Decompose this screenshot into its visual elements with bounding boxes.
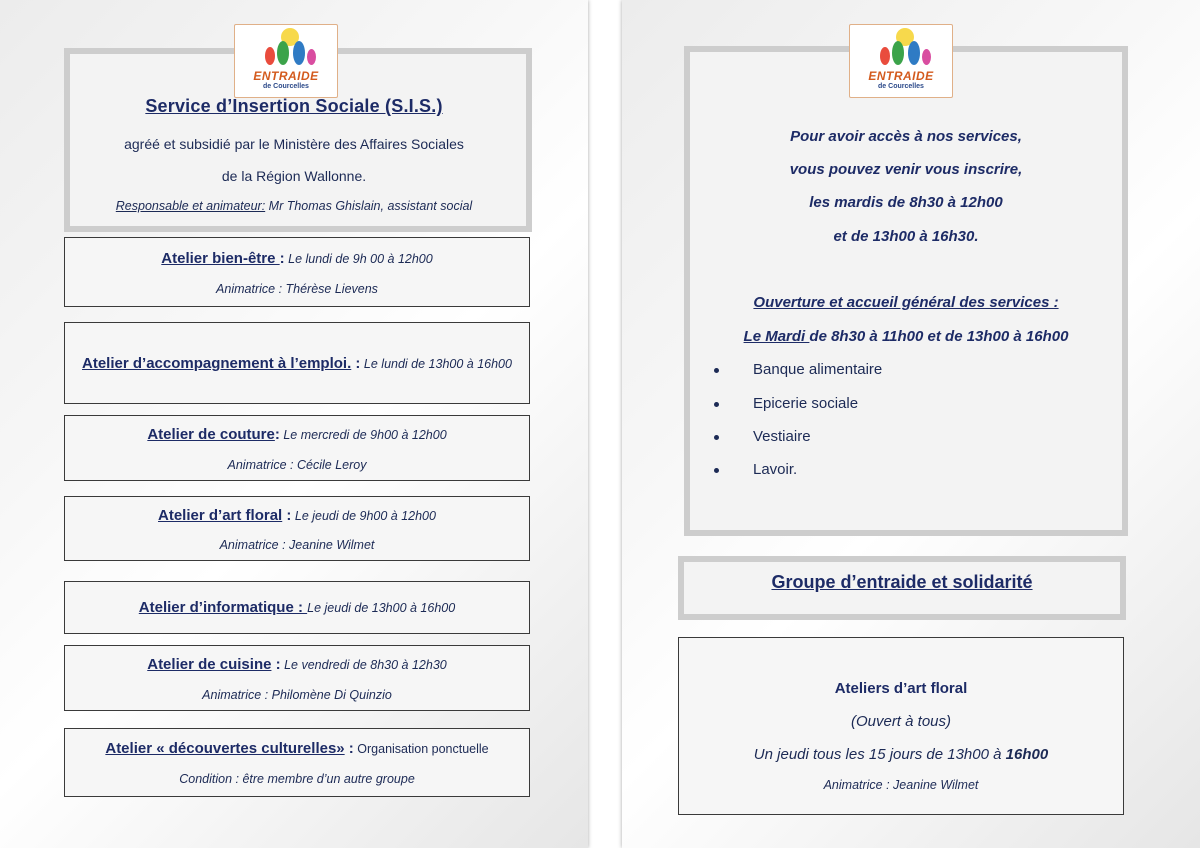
atelier-title: Atelier de couture bbox=[147, 426, 275, 443]
person-icon bbox=[293, 41, 305, 65]
logo-wordmark: ENTRAIDE bbox=[253, 69, 319, 83]
atelier-schedule: Le mercredi de 9h00 à 12h00 bbox=[279, 428, 447, 442]
atelier-heading bbox=[65, 740, 529, 758]
floral-title: Ateliers d’art floral bbox=[834, 680, 968, 697]
atelier-heading bbox=[65, 507, 529, 525]
person-icon bbox=[277, 41, 289, 65]
atelier-colon: : bbox=[271, 656, 281, 673]
atelier-heading bbox=[65, 656, 529, 674]
atelier-animatrice: Animatrice : Jeanine Wilmet bbox=[219, 538, 375, 552]
atelier-box bbox=[64, 496, 530, 561]
atelier-box bbox=[64, 581, 530, 634]
atelier-box bbox=[64, 645, 530, 711]
person-icon bbox=[307, 49, 316, 65]
floral-schedule-end: 16h00 bbox=[1005, 746, 1049, 763]
service-item bbox=[714, 395, 858, 412]
sis-line-1: agréé et subsidié par le Ministère des Affaires Sociales bbox=[124, 136, 464, 152]
opening-day: Le Mardi bbox=[743, 328, 810, 345]
sis-line-2: de la Région Wallonne. bbox=[221, 168, 367, 184]
floral-open: (Ouvert à tous) bbox=[850, 713, 952, 730]
atelier-schedule: Le jeudi de 9h00 à 12h00 bbox=[291, 509, 436, 523]
atelier-schedule: Le jeudi de 13h00 à 16h00 bbox=[307, 601, 456, 615]
service-item bbox=[714, 461, 797, 478]
atelier-schedule: Le lundi de 13h00 à 16h00 bbox=[360, 357, 512, 371]
person-icon bbox=[880, 47, 890, 65]
person-icon bbox=[892, 41, 904, 65]
access-line-1: Pour avoir accès à nos services, bbox=[790, 128, 1022, 145]
floral-box bbox=[678, 637, 1124, 815]
person-icon bbox=[265, 47, 275, 65]
right-page bbox=[622, 0, 1200, 848]
atelier-title: Atelier d’informatique : bbox=[138, 599, 308, 616]
access-line-4: et de 13h00 à 16h30. bbox=[833, 228, 979, 245]
responsable-label: Responsable et animateur: bbox=[115, 199, 266, 213]
floral-schedule bbox=[679, 746, 1123, 763]
atelier-schedule: Organisation ponctuelle bbox=[353, 742, 489, 756]
atelier-box bbox=[64, 237, 530, 307]
atelier-animatrice: Animatrice : Philomène Di Quinzio bbox=[202, 688, 392, 702]
atelier-box bbox=[64, 322, 530, 404]
group-title: Groupe d’entraide et solidarité bbox=[771, 572, 1033, 592]
person-icon bbox=[908, 41, 920, 65]
service-label: Banque alimentaire bbox=[753, 361, 883, 378]
person-icon bbox=[922, 49, 931, 65]
atelier-heading bbox=[65, 355, 529, 373]
atelier-animatrice: Animatrice : Cécile Leroy bbox=[227, 458, 367, 472]
atelier-title: Atelier bien-être bbox=[161, 250, 280, 267]
service-item bbox=[714, 428, 811, 445]
opening-hours bbox=[612, 328, 1200, 345]
atelier-colon: : bbox=[282, 507, 292, 524]
atelier-heading bbox=[65, 599, 529, 617]
service-label: Vestiaire bbox=[753, 428, 811, 445]
atelier-box bbox=[64, 728, 530, 797]
service-label: Epicerie sociale bbox=[753, 395, 859, 412]
atelier-colon: : bbox=[351, 355, 361, 372]
atelier-animatrice: Condition : être membre d’un autre groupe bbox=[179, 772, 415, 786]
access-line-2: vous pouvez venir vous inscrire, bbox=[789, 161, 1023, 178]
opening-title: Ouverture et accueil général des services : bbox=[753, 294, 1059, 311]
sis-title: Service d’Insertion Sociale (S.I.S.) bbox=[145, 96, 443, 116]
service-item bbox=[714, 361, 882, 378]
responsable-value: Mr Thomas Ghislain, assistant social bbox=[265, 199, 473, 213]
bullet-icon bbox=[714, 468, 719, 473]
atelier-colon: : bbox=[274, 426, 280, 443]
access-line-3: les mardis de 8h30 à 12h00 bbox=[809, 194, 1003, 211]
bullet-icon bbox=[714, 435, 719, 440]
atelier-heading bbox=[65, 250, 529, 268]
sis-responsable bbox=[0, 199, 588, 213]
atelier-title: Atelier d’art floral bbox=[158, 507, 283, 524]
group-title-box bbox=[678, 556, 1126, 620]
bullet-icon bbox=[714, 368, 719, 373]
logo-subtitle: de Courcelles bbox=[263, 83, 309, 90]
atelier-colon: : bbox=[279, 250, 285, 267]
bullet-icon bbox=[714, 402, 719, 407]
atelier-schedule: Le vendredi de 8h30 à 12h30 bbox=[280, 658, 447, 672]
atelier-heading bbox=[65, 426, 529, 444]
atelier-schedule: Le lundi de 9h 00 à 12h00 bbox=[284, 252, 433, 266]
service-label: Lavoir. bbox=[753, 461, 798, 478]
atelier-title: Atelier d’accompagnement à l’emploi. bbox=[82, 355, 352, 372]
floral-schedule-text: Un jeudi tous les 15 jours de 13h00 à bbox=[753, 746, 1006, 763]
atelier-title: Atelier de cuisine bbox=[147, 656, 272, 673]
logo-wordmark: ENTRAIDE bbox=[868, 69, 934, 83]
logo-subtitle: de Courcelles bbox=[878, 83, 924, 90]
atelier-animatrice: Animatrice : Thérèse Lievens bbox=[216, 282, 378, 296]
entraide-logo bbox=[234, 24, 338, 98]
opening-time: de 8h30 à 11h00 et de 13h00 à 16h00 bbox=[809, 328, 1069, 345]
atelier-box bbox=[64, 415, 530, 481]
atelier-colon: : bbox=[344, 740, 354, 757]
entraide-logo bbox=[849, 24, 953, 98]
atelier-title: Atelier « découvertes culturelles» bbox=[105, 740, 345, 757]
left-page bbox=[0, 0, 588, 848]
floral-animatrice: Animatrice : Jeanine Wilmet bbox=[823, 778, 979, 792]
